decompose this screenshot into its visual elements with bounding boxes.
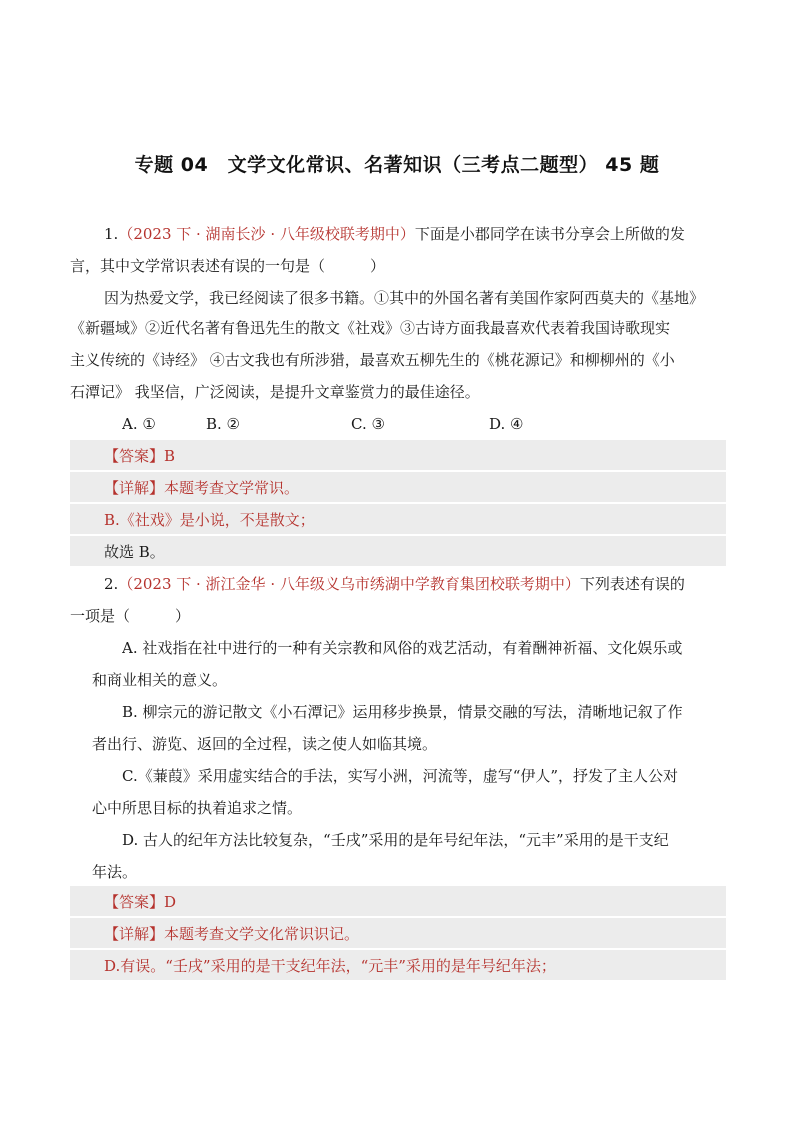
question-2-source: （2023 下 · 浙江金华 · 八年级义乌市绣湖中学教育集团校联考期中）	[118, 575, 580, 593]
question-2-stem-text: 下列表述有误的	[579, 575, 685, 593]
page-title: 专题 04 文学文化常识、名著知识（三考点二题型） 45 题	[134, 154, 660, 176]
question-1-number: 1.	[104, 225, 119, 243]
question-1-option-a: A. ①	[122, 415, 156, 433]
question-2-option-c-line-2: 心中所思目标的执着追求之情。	[92, 799, 303, 817]
question-2-detail: 【详解】本题考查文学文化常识识记。	[104, 925, 360, 943]
question-2-option-a-line-2: 和商业相关的意义。	[92, 671, 228, 689]
question-2-option-c-line-1: C.《蒹葭》采用虚实结合的手法，实写小洲，河流等，虚写“伊人”，抒发了主人公对	[122, 767, 679, 785]
question-1-conclusion: 故选 B。	[104, 543, 165, 561]
question-1-detail: 【详解】本题考查文学常识。	[104, 479, 300, 497]
question-1-stem	[104, 224, 760, 244]
question-1-answer: 【答案】B	[104, 447, 176, 465]
question-1-explanation: B.《社戏》是小说，不是散文；	[104, 511, 315, 529]
question-2-option-b-line-2: 者出行、游览、返回的全过程，读之使人如临其境。	[92, 735, 438, 753]
question-1-stem-line-2: 言，其中文学常识表述有误的一句是（ ）	[70, 257, 386, 275]
question-2-answer: 【答案】D	[104, 893, 177, 911]
question-2-number: 2.	[104, 575, 119, 593]
question-1-passage-line-4: 石潭记》 我坚信，广泛阅读，是提升文章鉴赏力的最佳途径。	[70, 383, 480, 401]
question-1-option-b: B. ②	[206, 415, 241, 433]
question-2-explanation: D.有误。“壬戌”采用的是干支纪年法，“元丰”采用的是年号纪年法；	[104, 957, 556, 975]
question-2-stem	[104, 574, 760, 594]
question-2-option-d-line-2: 年法。	[92, 863, 138, 881]
question-1-passage-line-3: 主义传统的《诗经》 ④古文我也有所涉猎，最喜欢五柳先生的《桃花源记》和柳柳州的《小	[70, 351, 675, 369]
question-2-stem-line-2: 一项是（ ）	[70, 607, 191, 625]
question-1-option-c: C. ③	[351, 415, 385, 433]
question-1-passage-line-1: 因为热爱文学，我已经阅读了很多书籍。①其中的外国名著有美国作家阿西莫夫的《基地》	[104, 289, 705, 307]
question-1-stem-text: 下面是小郡同学在读书分享会上所做的发	[414, 225, 685, 243]
question-1-source: （2023 下 · 湖南长沙 · 八年级校联考期中）	[118, 225, 415, 243]
question-1-options	[122, 414, 778, 434]
question-2-option-b-line-1: B. 柳宗元的游记散文《小石潭记》运用移步换景，情景交融的写法，清晰地记叙了作	[122, 703, 683, 721]
question-1-option-d: D. ④	[489, 415, 524, 433]
question-1-passage-line-2: 《新疆域》②近代名著有鲁迅先生的散文《社戏》③古诗方面我最喜欢代表着我国诗歌现实	[70, 319, 671, 337]
question-2-option-d-line-1: D. 古人的纪年方法比较复杂，“壬戌”采用的是年号纪年法，“元丰”采用的是干支纪	[122, 831, 669, 849]
question-2-option-a-line-1: A. 社戏指在社中进行的一种有关宗教和风俗的戏艺活动，有着酬神祈福、文化娱乐或	[122, 639, 683, 657]
